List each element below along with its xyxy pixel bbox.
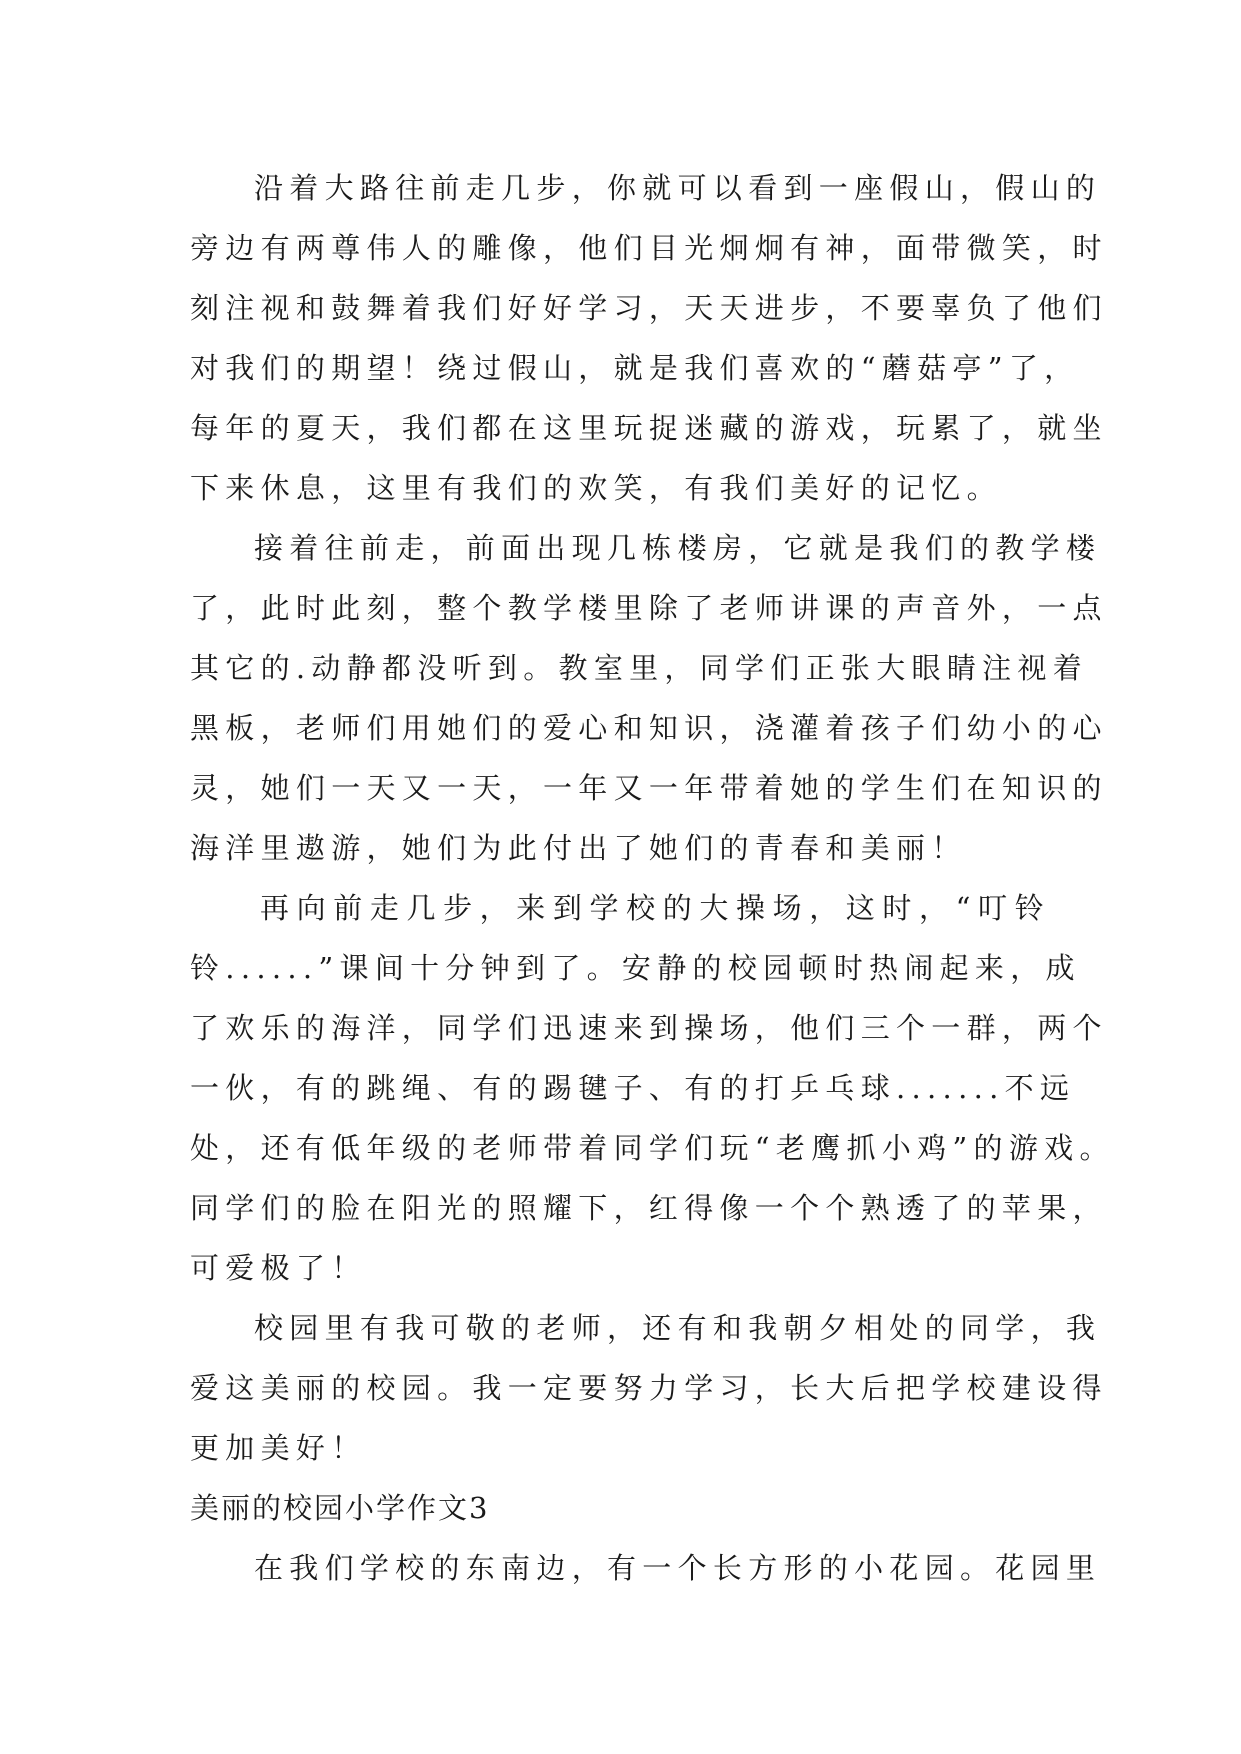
text-line: 接着往前走，前面出现几栋楼房，它就是我们的教学楼: [254, 531, 1102, 565]
text-line: 下来休息，这里有我们的欢笑，有我们美好的记忆。: [190, 471, 1002, 505]
text-line: 同学们的脸在阳光的照耀下，红得像一个个熟透了的苹果，: [190, 1191, 1108, 1225]
section-heading: 美丽的校园小学作文3: [190, 1491, 490, 1525]
text-line: 一伙，有的跳绳、有的踢毽子、有的打乒乓球.......不远: [190, 1071, 1076, 1105]
paragraph-1: [190, 158, 1108, 518]
text-line: 了，此时此刻，整个教学楼里除了老师讲课的声音外，一点: [190, 591, 1108, 625]
paragraph-2: [190, 518, 1108, 878]
text-line: 每年的夏天，我们都在这里玩捉迷藏的游戏，玩累了，就坐: [190, 411, 1108, 445]
paragraph-4: [190, 1298, 1108, 1478]
text-line: 校园里有我可敬的老师，还有和我朝夕相处的同学，我: [254, 1311, 1102, 1345]
text-line: 对我们的期望！绕过假山，就是我们喜欢的“蘑菇亭”了，: [190, 351, 1080, 385]
text-line: 爱这美丽的校园。我一定要努力学习，长大后把学校建设得: [190, 1371, 1108, 1405]
text-line: 沿着大路往前走几步，你就可以看到一座假山，假山的: [254, 171, 1102, 205]
text-line: 海洋里遨游，她们为此付出了她们的青春和美丽！: [190, 831, 967, 865]
paragraph-3: [190, 878, 1115, 1298]
text-line: 铃......”课间十分钟到了。安静的校园顿时热闹起来，成: [190, 951, 1081, 985]
text-line: 刻注视和鼓舞着我们好好学习，天天进步，不要辜负了他们: [190, 291, 1108, 325]
paragraph-5: [190, 1538, 1102, 1598]
text-line: 可爱极了！: [190, 1251, 367, 1285]
text-line: 处，还有低年级的老师带着同学们玩“老鹰抓小鸡”的游戏。: [190, 1131, 1115, 1165]
text-line: 灵，她们一天又一天，一年又一年带着她的学生们在知识的: [190, 771, 1108, 805]
text-line: 在我们学校的东南边，有一个长方形的小花园。花园里: [254, 1551, 1102, 1585]
document-body: [190, 158, 1115, 1598]
text-line: 更加美好！: [190, 1431, 367, 1465]
text-line: 黑板，老师们用她们的爱心和知识，浇灌着孩子们幼小的心: [190, 711, 1108, 745]
text-line: 旁边有两尊伟人的雕像，他们目光炯炯有神，面带微笑，时: [190, 231, 1108, 265]
text-line: 其它的.动静都没听到。教室里，同学们正张大眼睛注视着: [190, 651, 1089, 685]
text-line: 了欢乐的海洋，同学们迅速来到操场，他们三个一群，两个: [190, 1011, 1108, 1045]
text-line: 再向前走几步，来到学校的大操场，这时，“叮铃: [260, 891, 1050, 925]
